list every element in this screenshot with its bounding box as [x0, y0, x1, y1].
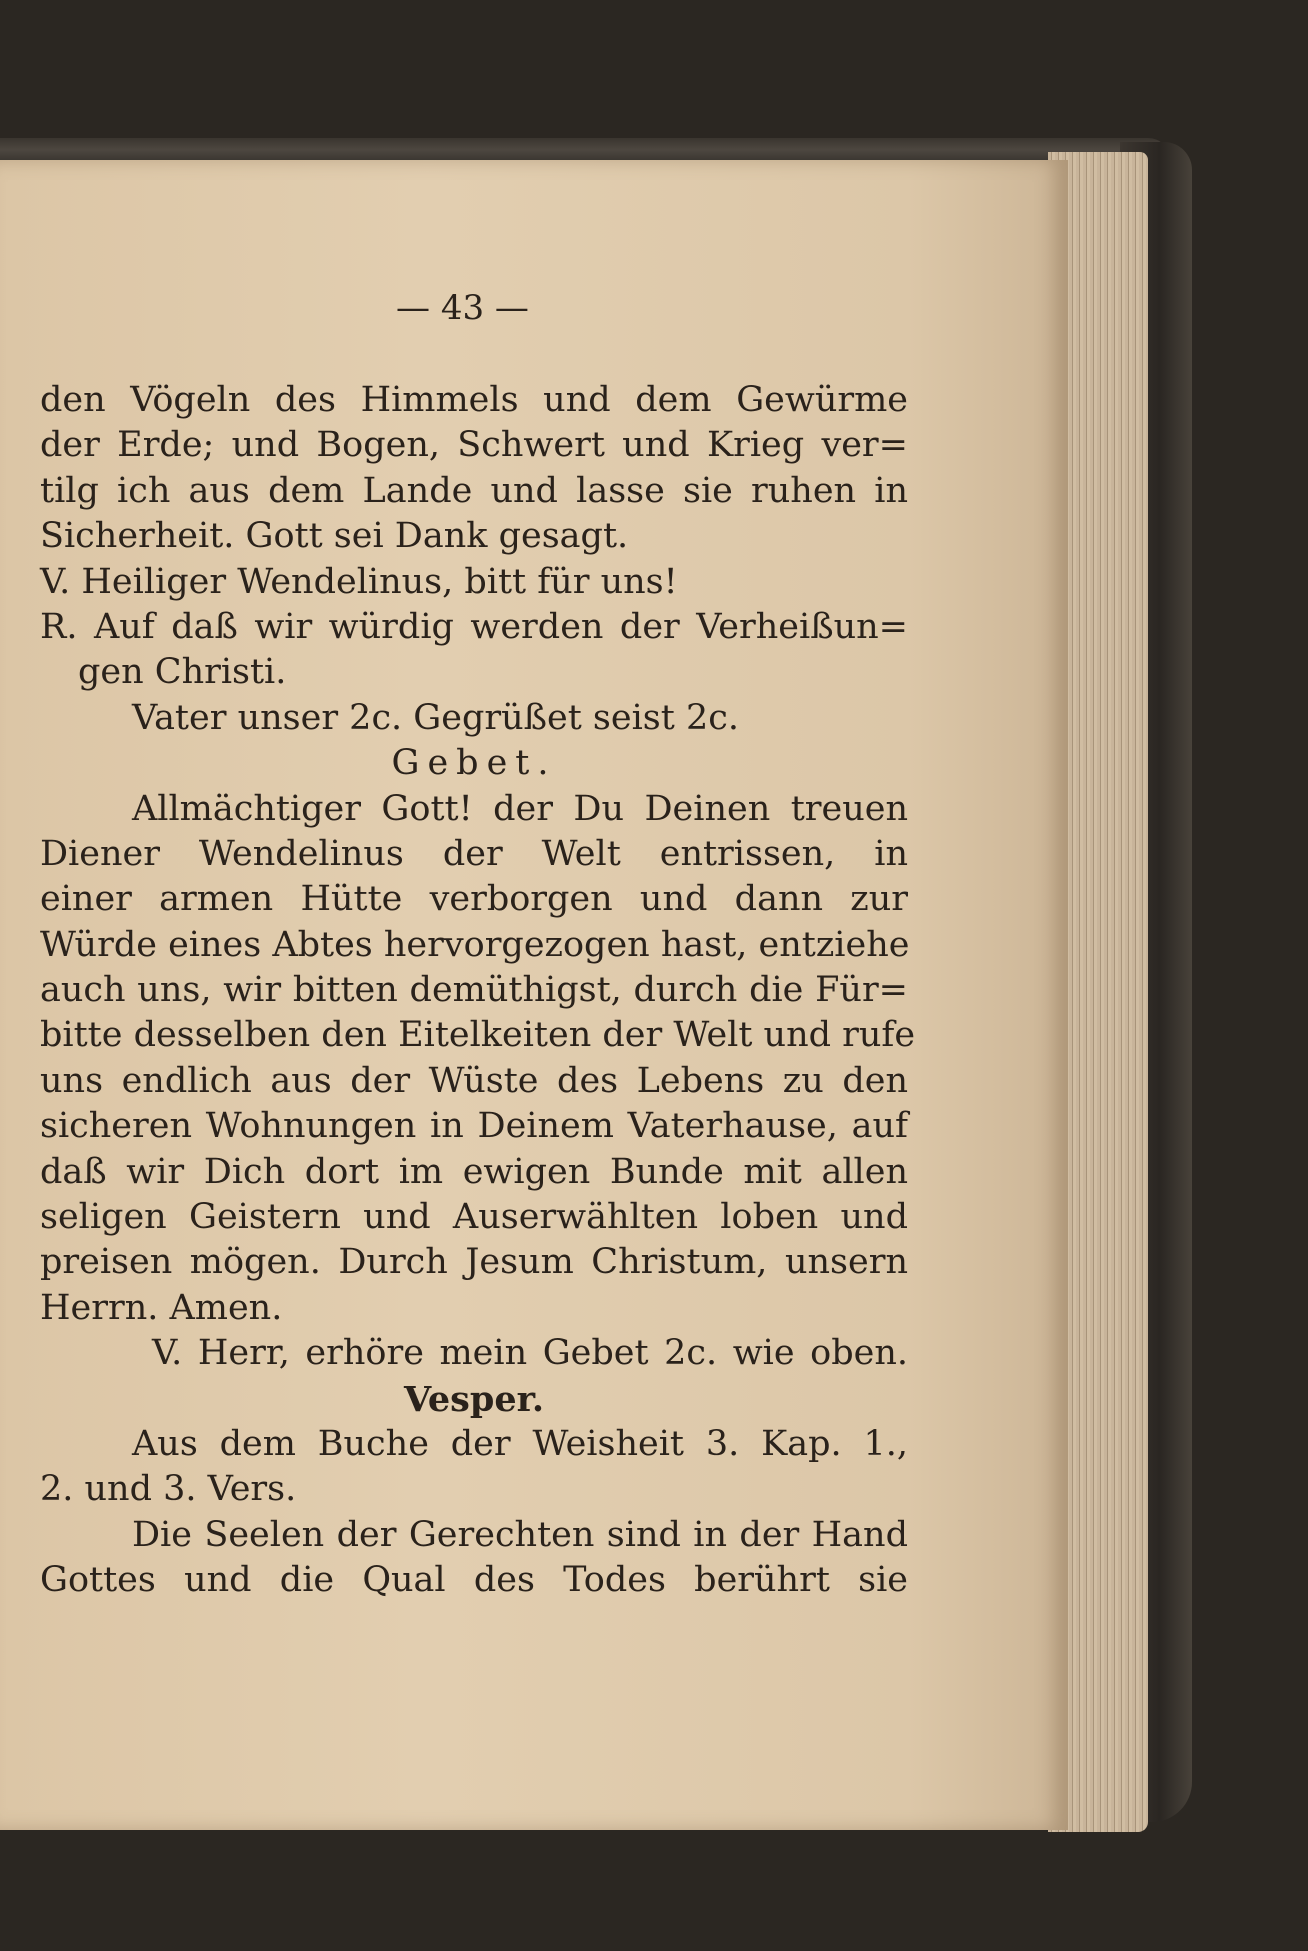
text-line: Allmächtiger Gott! der Du Deinen treuen — [132, 788, 908, 829]
text-line: Würde eines Abtes hervorgezogen hast, entziehe — [40, 924, 910, 965]
response-continuation: gen Christi. — [78, 652, 287, 693]
page-number: — 43 — — [396, 288, 529, 328]
text-line: Die Seelen der Gerechten sind in der Hand — [132, 1514, 908, 1555]
text-line: Diener Wendelinus der Welt entrissen, in — [40, 833, 908, 874]
text-line: Aus dem Buche der Weisheit 3. Kap. 1., — [132, 1423, 908, 1464]
text-line: daß wir Dich dort im ewigen Bunde mit allen — [40, 1151, 908, 1192]
text-line: 2. und 3. Vers. — [40, 1469, 297, 1510]
text-line: den Vögeln des Himmels und dem Gewürme — [40, 380, 908, 420]
section-heading-gebet: Gebet. — [391, 743, 557, 784]
versicle-line: V. Herr, erhöre mein Gebet 2c. wie oben. — [152, 1333, 908, 1374]
text-line: uns endlich aus der Wüste des Lebens zu den — [40, 1060, 908, 1101]
text-line: Vater unser 2c. Gegrüßet seist 2c. — [132, 697, 739, 738]
text-line: Sicherheit. Gott sei Dank gesagt. — [40, 516, 629, 557]
versicle-line: V. Heiliger Wendelinus, bitt für uns! — [40, 561, 678, 602]
text-line: seligen Geistern und Auserwählten loben und — [40, 1197, 908, 1238]
response-line: R. Auf daß wir würdig werden der Verheißun= — [40, 606, 908, 647]
text-line: preisen mögen. Durch Jesum Christum, unsern — [40, 1242, 908, 1283]
text-line: bitte desselben den Eitelkeiten der Welt und rufe — [40, 1015, 916, 1056]
section-heading-vesper: Vesper. — [403, 1378, 545, 1420]
text-line: sicheren Wohnungen in Deinem Vaterhause, auf — [40, 1106, 908, 1147]
text-line: auch uns, wir bitten demüthigst, durch die Für= — [40, 970, 908, 1011]
text-line: tilg ich aus dem Lande und lasse sie ruhen in — [40, 470, 908, 511]
text-line: einer armen Hütte verborgen und dann zur — [40, 879, 908, 920]
text-line: Gottes und die Qual des Todes berührt sie — [40, 1560, 908, 1601]
text-line: der Erde; und Bogen, Schwert und Krieg ver= — [40, 425, 908, 466]
page-text — [40, 378, 916, 1604]
text-line: Herrn. Amen. — [40, 1287, 283, 1328]
